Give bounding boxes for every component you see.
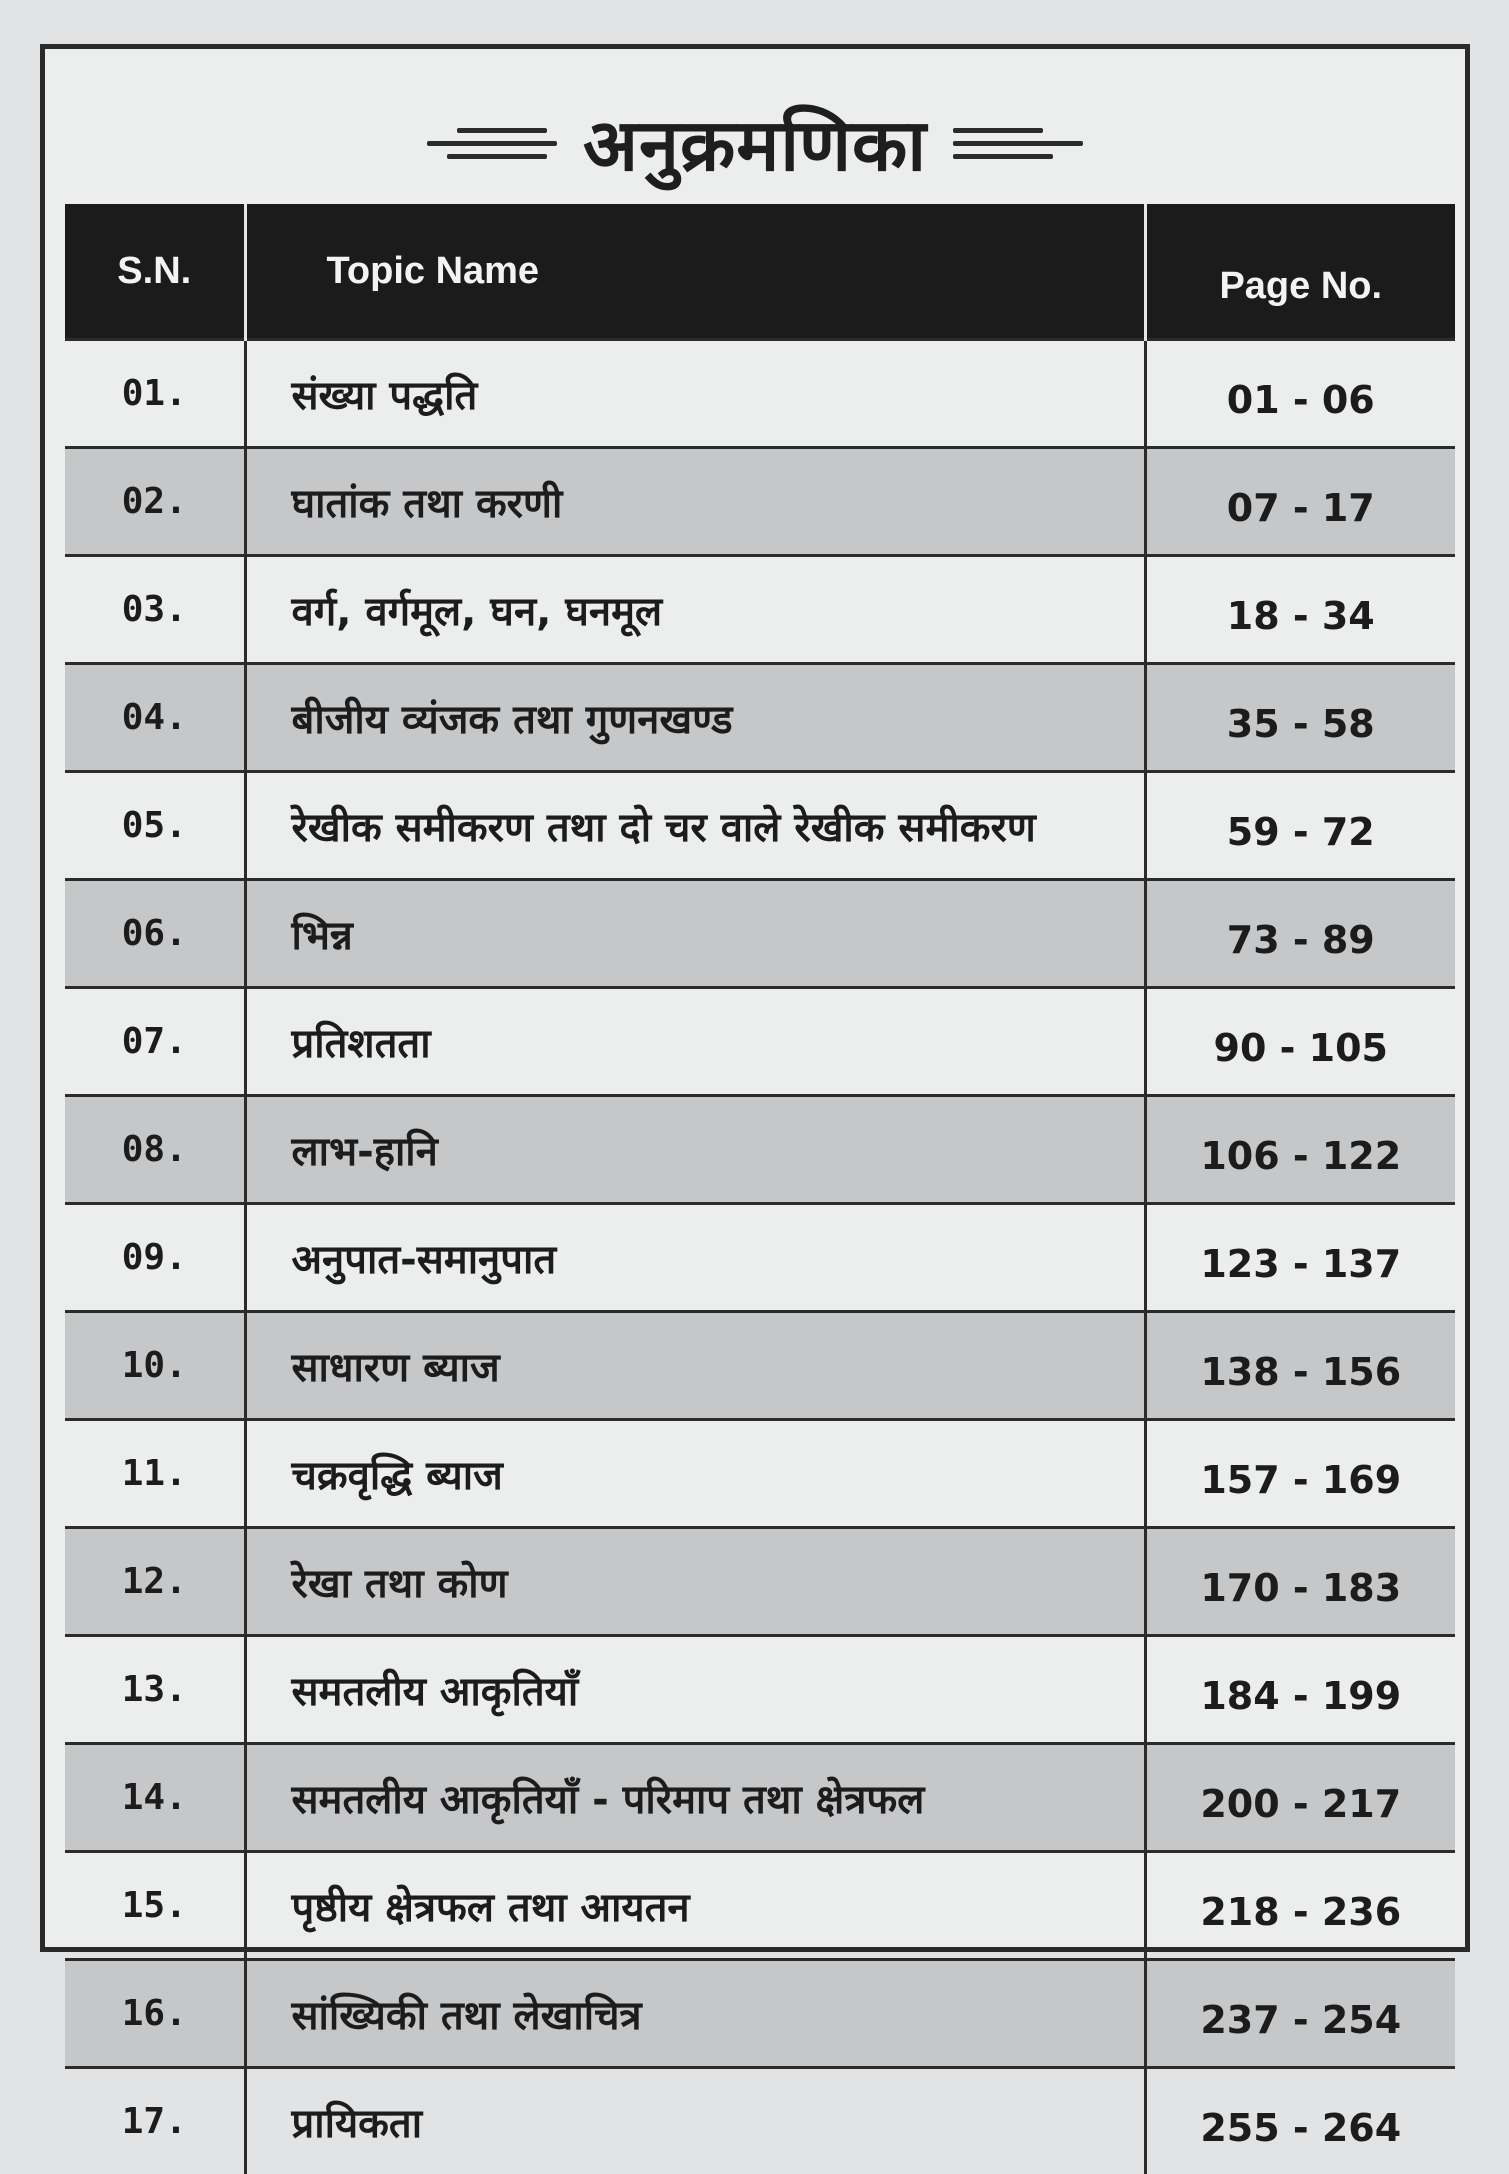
row-pages: 157 - 169 bbox=[1145, 1420, 1455, 1528]
row-sn: 03. bbox=[65, 556, 245, 664]
row-topic: भिन्न bbox=[245, 880, 1145, 988]
row-pages: 07 - 17 bbox=[1145, 448, 1455, 556]
row-sn: 08. bbox=[65, 1096, 245, 1204]
row-topic: लाभ-हानि bbox=[245, 1096, 1145, 1204]
row-topic: समतलीय आकृतियाँ - परिमाप तथा क्षेत्रफल bbox=[245, 1744, 1145, 1852]
table-row bbox=[65, 1852, 1455, 1960]
row-topic: घातांक तथा करणी bbox=[245, 448, 1145, 556]
row-sn: 06. bbox=[65, 880, 245, 988]
contents-table bbox=[65, 204, 1455, 2174]
row-topic: सांख्यिकी तथा लेखाचित्र bbox=[245, 1960, 1145, 2068]
row-topic: संख्या पद्धति bbox=[245, 340, 1145, 448]
row-pages: 01 - 06 bbox=[1145, 340, 1455, 448]
row-topic: पृष्ठीय क्षेत्रफल तथा आयतन bbox=[245, 1852, 1145, 1960]
row-pages: 123 - 137 bbox=[1145, 1204, 1455, 1312]
row-topic: रेखा तथा कोण bbox=[245, 1528, 1145, 1636]
table-row bbox=[65, 880, 1455, 988]
row-topic: चक्रवृद्धि ब्याज bbox=[245, 1420, 1145, 1528]
table-row bbox=[65, 1960, 1455, 2068]
table-row bbox=[65, 1528, 1455, 1636]
title-decoration-right bbox=[953, 128, 1083, 159]
row-pages: 73 - 89 bbox=[1145, 880, 1455, 988]
row-sn: 04. bbox=[65, 664, 245, 772]
row-topic: प्रायिकता bbox=[245, 2068, 1145, 2174]
row-sn: 07. bbox=[65, 988, 245, 1096]
row-sn: 09. bbox=[65, 1204, 245, 1312]
table-row bbox=[65, 448, 1455, 556]
table-row bbox=[65, 1420, 1455, 1528]
row-topic: अनुपात-समानुपात bbox=[245, 1204, 1145, 1312]
row-pages: 200 - 217 bbox=[1145, 1744, 1455, 1852]
title-decoration-left bbox=[427, 128, 557, 159]
header-sn: S.N. bbox=[65, 204, 245, 340]
row-sn: 15. bbox=[65, 1852, 245, 1960]
table-row bbox=[65, 1636, 1455, 1744]
row-pages: 90 - 105 bbox=[1145, 988, 1455, 1096]
table-row bbox=[65, 1744, 1455, 1852]
row-sn: 05. bbox=[65, 772, 245, 880]
row-topic: साधारण ब्याज bbox=[245, 1312, 1145, 1420]
row-pages: 255 - 264 bbox=[1145, 2068, 1455, 2174]
row-pages: 184 - 199 bbox=[1145, 1636, 1455, 1744]
row-pages: 106 - 122 bbox=[1145, 1096, 1455, 1204]
row-pages: 237 - 254 bbox=[1145, 1960, 1455, 2068]
row-topic: समतलीय आकृतियाँ bbox=[245, 1636, 1145, 1744]
header-page: Page No. bbox=[1145, 204, 1455, 340]
table-row bbox=[65, 556, 1455, 664]
row-pages: 218 - 236 bbox=[1145, 1852, 1455, 1960]
table-row bbox=[65, 772, 1455, 880]
row-pages: 18 - 34 bbox=[1145, 556, 1455, 664]
row-pages: 59 - 72 bbox=[1145, 772, 1455, 880]
row-sn: 14. bbox=[65, 1744, 245, 1852]
row-sn: 12. bbox=[65, 1528, 245, 1636]
header-topic: Topic Name bbox=[245, 204, 1145, 340]
row-sn: 11. bbox=[65, 1420, 245, 1528]
row-sn: 01. bbox=[65, 340, 245, 448]
row-sn: 10. bbox=[65, 1312, 245, 1420]
table-row bbox=[65, 664, 1455, 772]
row-pages: 35 - 58 bbox=[1145, 664, 1455, 772]
table-row bbox=[65, 1096, 1455, 1204]
row-topic: बीजीय व्यंजक तथा गुणनखण्ड bbox=[245, 664, 1145, 772]
table-row bbox=[65, 988, 1455, 1096]
table-row bbox=[65, 1204, 1455, 1312]
row-sn: 16. bbox=[65, 1960, 245, 2068]
row-pages: 138 - 156 bbox=[1145, 1312, 1455, 1420]
page-title: अनुक्रमणिका bbox=[583, 94, 927, 192]
row-pages: 170 - 183 bbox=[1145, 1528, 1455, 1636]
index-page-frame bbox=[40, 44, 1470, 1952]
row-topic: रेखीक समीकरण तथा दो चर वाले रेखीक समीकरण bbox=[245, 772, 1145, 880]
row-topic: वर्ग, वर्गमूल, घन, घनमूल bbox=[245, 556, 1145, 664]
row-topic: प्रतिशतता bbox=[245, 988, 1145, 1096]
table-row bbox=[65, 2068, 1455, 2174]
table-row bbox=[65, 1312, 1455, 1420]
table-row bbox=[65, 340, 1455, 448]
table-header-row bbox=[65, 204, 1455, 340]
row-sn: 17. bbox=[65, 2068, 245, 2174]
title-block bbox=[45, 93, 1465, 193]
row-sn: 13. bbox=[65, 1636, 245, 1744]
row-sn: 02. bbox=[65, 448, 245, 556]
